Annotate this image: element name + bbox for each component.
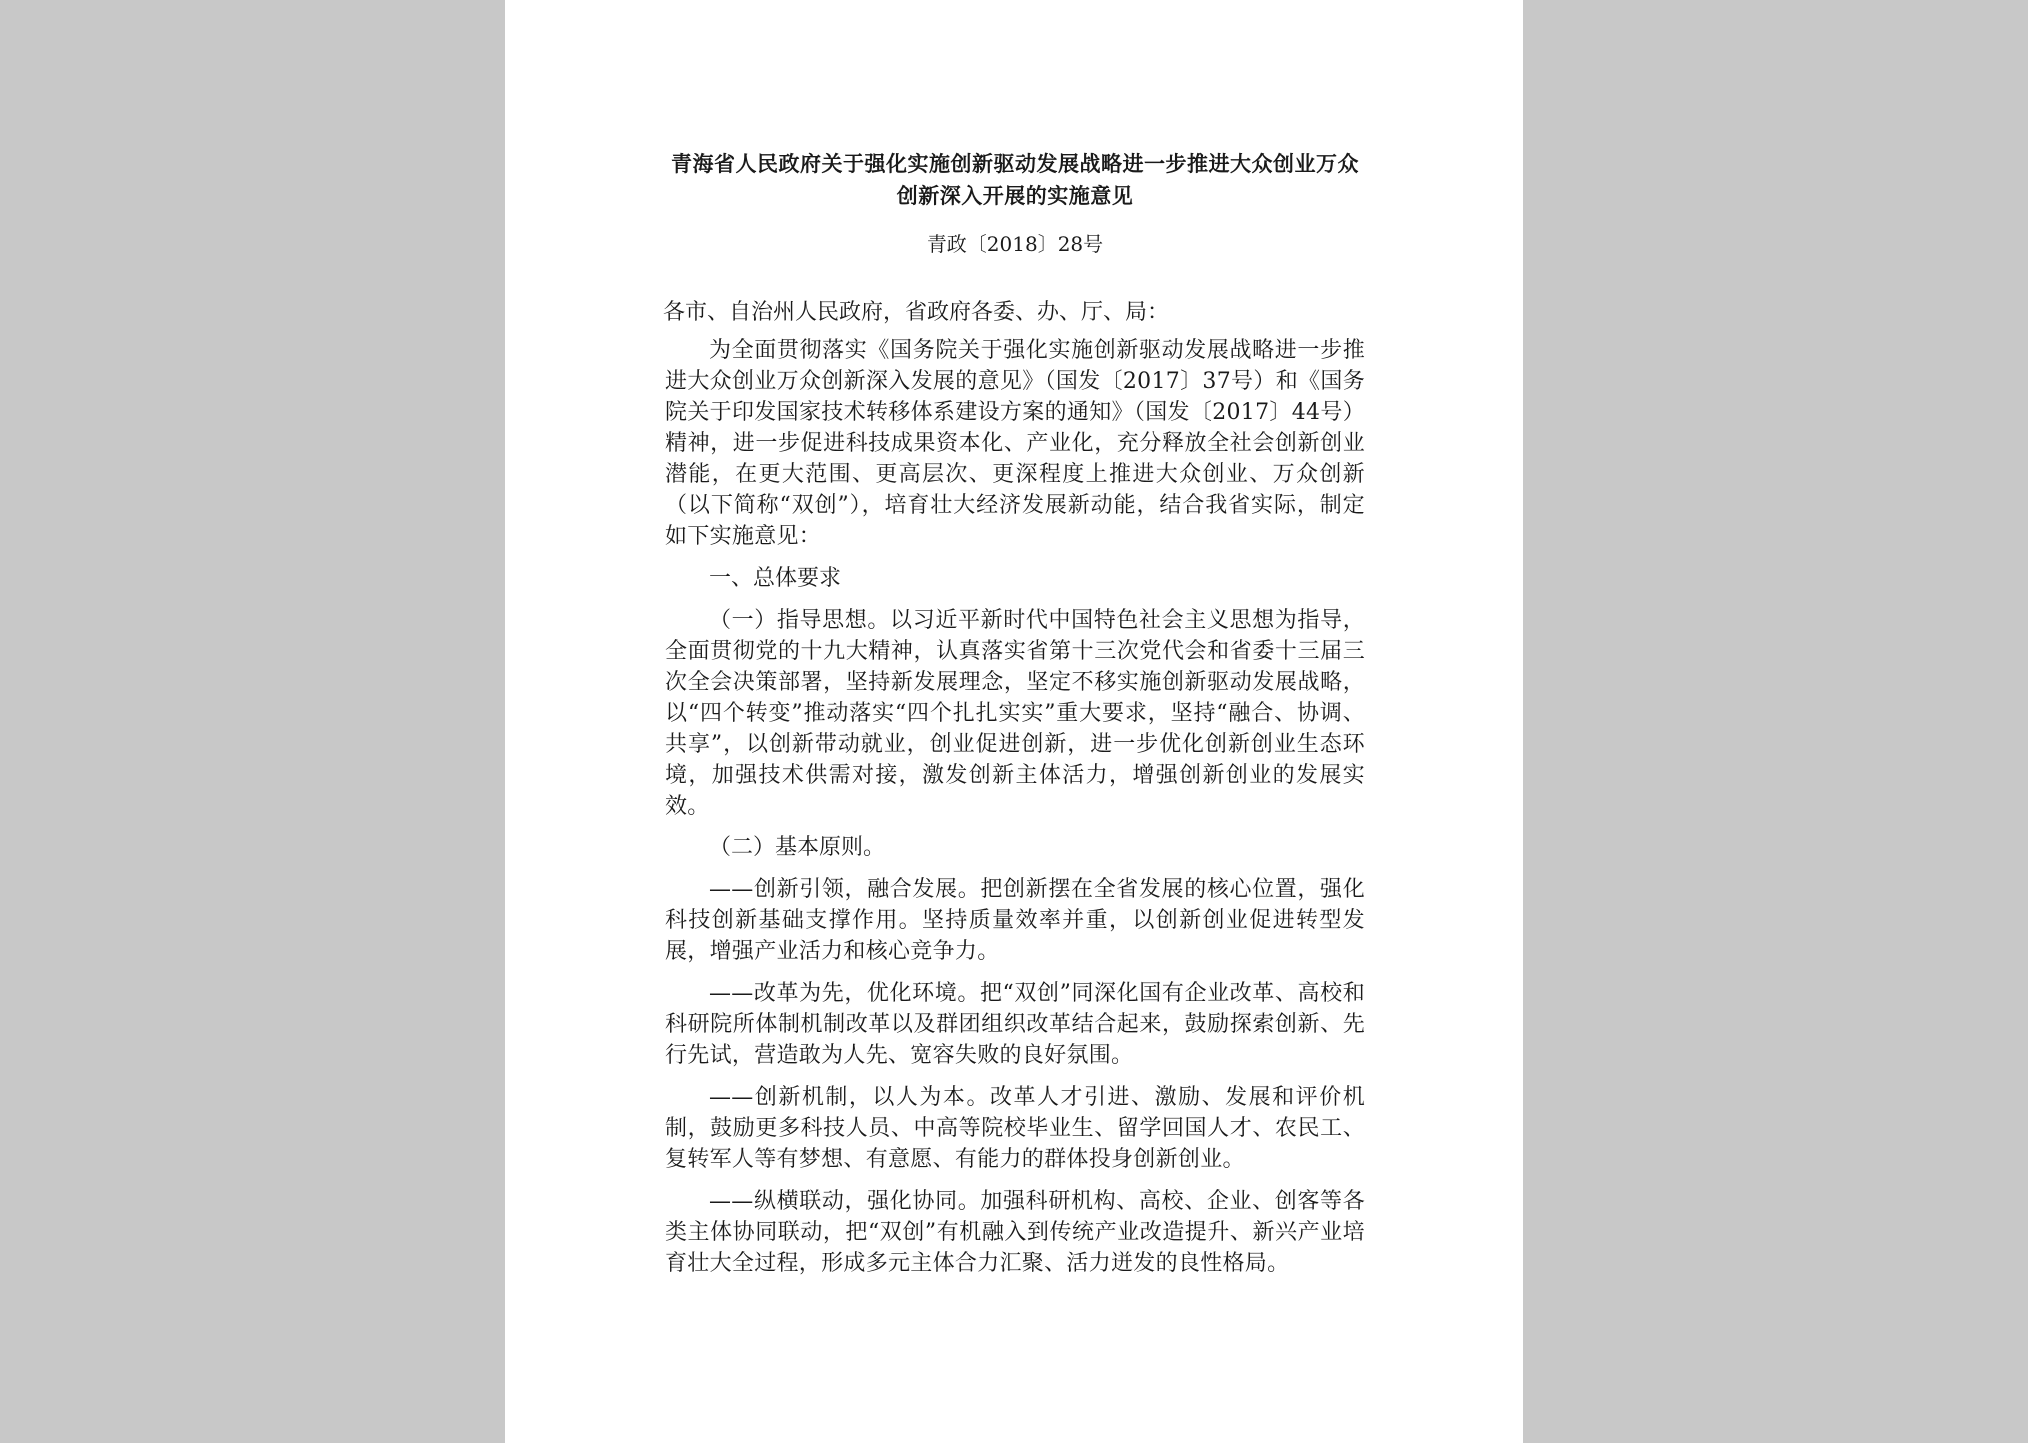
page-content: [665, 148, 1365, 1279]
section-heading-general-requirements: 一、总体要求: [709, 566, 842, 591]
document-title: 青海省人民政府关于强化实施创新驱动发展战略进一步推进大众创业万众创新深入开展的实施意见: [671, 151, 1359, 208]
principle-reform-first: ——改革为先，优化环境。把“双创”同深化国有企业改革、高校和科研院所体制机制改革以及群团组织改革结合起来，鼓励探索创新、先行先试，营造敢为人先、宽容失败的良好氛围。: [665, 981, 1365, 1068]
document-number: 青政〔2018〕28号: [926, 232, 1104, 256]
basic-principles-heading: （二）基本原则。: [709, 835, 886, 860]
intro-paragraph: 为全面贯彻落实《国务院关于强化实施创新驱动发展战略进一步推进大众创业万众创新深入发展的意见》（国发〔2017〕37号）和《国务院关于印发国家技术转移体系建设方案的通知》（国发〔2017〕44号）精神，进一步促进科技成果资本化、产业化，充分释放全社会创新创业潜能，在更大范围、更高层次、更深程度上推进大众创业、万众创新（以下简称“双创”），培育壮大经济发展新动能，结合我省实际，制定如下实施意见：: [665, 338, 1365, 549]
principle-coordination: ——纵横联动，强化协同。加强科研机构、高校、企业、创客等各类主体协同联动，把“双创”有机融入到传统产业改造提升、新兴产业培育壮大全过程，形成多元主体合力汇聚、活力迸发的良性格局。: [665, 1189, 1365, 1276]
principle-people-oriented: ——创新机制，以人为本。改革人才引进、激励、发展和评价机制，鼓励更多科技人员、中高等院校毕业生、留学回国人才、农民工、复转军人等有梦想、有意愿、有能力的群体投身创新创业。: [665, 1085, 1365, 1172]
addressee-line: 各市、自治州人民政府，省政府各委、办、厅、局：: [663, 300, 1170, 325]
document-page: [505, 0, 1523, 1443]
guiding-thought-paragraph: （一）指导思想。以习近平新时代中国特色社会主义思想为指导，全面贯彻党的十九大精神，认真落实省第十三次党代会和省委十三届三次全会决策部署，坚持新发展理念，坚定不移实施创新驱动发展战略，以“四个转变”推动落实“四个扎扎实实”重大要求，坚持“融合、协调、共享”，以创新带动就业，创业促进创新，进一步优化创新创业生态环境，加强技术供需对接，激发创新主体活力，增强创新创业的发展实效。: [665, 608, 1365, 819]
principle-innovation-lead: ——创新引领，融合发展。把创新摆在全省发展的核心位置，强化科技创新基础支撑作用。坚持质量效率并重，以创新创业促进转型发展，增强产业活力和核心竞争力。: [665, 877, 1365, 964]
